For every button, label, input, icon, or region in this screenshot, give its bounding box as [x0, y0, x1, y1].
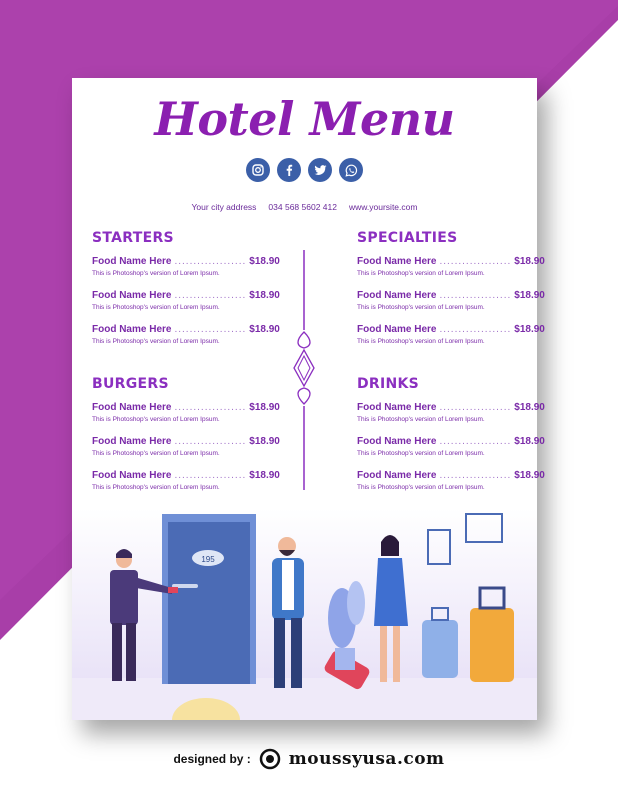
section-burgers — [92, 376, 280, 504]
menu-item — [357, 256, 545, 277]
menu-item — [92, 256, 280, 277]
food-price: $18.90 — [249, 436, 280, 447]
leader-dots: ................... — [174, 402, 247, 413]
section-title: SPECIALTIES — [357, 230, 458, 246]
leader-dots: ................... — [174, 470, 247, 481]
menu-item — [357, 436, 545, 457]
food-price: $18.90 — [249, 470, 280, 481]
food-description: This is Photoshop's version of Lorem Ipsum. — [357, 338, 485, 345]
whatsapp-icon[interactable] — [339, 158, 363, 182]
leader-dots: ................... — [174, 256, 247, 267]
section-drinks — [357, 376, 545, 504]
food-description: This is Photoshop's version of Lorem Ipsum. — [357, 484, 485, 491]
social-icons — [72, 158, 537, 182]
food-price: $18.90 — [514, 256, 545, 267]
food-price: $18.90 — [249, 402, 280, 413]
food-name: Food Name Here — [357, 290, 437, 301]
food-name: Food Name Here — [357, 470, 437, 481]
food-name: Food Name Here — [92, 324, 172, 335]
instagram-icon[interactable] — [246, 158, 270, 182]
leader-dots: ................... — [439, 256, 512, 267]
leader-dots: ................... — [174, 290, 247, 301]
menu-title: Hotel Menu — [154, 92, 455, 146]
leader-dots: ................... — [439, 324, 512, 335]
food-name: Food Name Here — [92, 402, 172, 413]
menu-item — [92, 402, 280, 423]
food-price: $18.90 — [249, 290, 280, 301]
menu-card — [72, 78, 545, 720]
contact-info — [72, 202, 537, 212]
leader-dots: ................... — [174, 436, 247, 447]
website-text: www.yoursite.com — [348, 202, 418, 212]
leader-dots: ................... — [439, 470, 512, 481]
leader-dots: ................... — [439, 402, 512, 413]
food-price: $18.90 — [514, 290, 545, 301]
food-description: This is Photoshop's version of Lorem Ipsum. — [92, 484, 220, 491]
food-name: Food Name Here — [357, 402, 437, 413]
food-description: This is Photoshop's version of Lorem Ipsum. — [92, 338, 220, 345]
menu-item — [357, 470, 545, 491]
food-description: This is Photoshop's version of Lorem Ipsum. — [357, 270, 485, 277]
credit-prefix: designed by : — [173, 752, 251, 766]
section-title: STARTERS — [92, 230, 174, 246]
menu-item — [92, 290, 280, 311]
section-title: DRINKS — [357, 376, 420, 392]
food-name: Food Name Here — [357, 436, 437, 447]
phone-text: 034 568 5602 412 — [268, 202, 337, 212]
leader-dots: ................... — [439, 290, 512, 301]
ornament-divider — [288, 250, 320, 490]
credit-site[interactable]: moussyusa.com — [288, 749, 445, 769]
menu-item — [92, 470, 280, 491]
food-description: This is Photoshop's version of Lorem Ipsum. — [92, 304, 220, 311]
menu-item — [357, 402, 545, 423]
menu-item — [92, 324, 280, 345]
food-name: Food Name Here — [92, 256, 172, 267]
food-description: This is Photoshop's version of Lorem Ipsum. — [92, 416, 220, 423]
menu-item — [92, 436, 280, 457]
facebook-icon[interactable] — [277, 158, 301, 182]
door-number: 195 — [201, 555, 215, 564]
food-description: This is Photoshop's version of Lorem Ipsum. — [92, 450, 220, 457]
food-description: This is Photoshop's version of Lorem Ipsum. — [92, 270, 220, 277]
hotel-scene-illustration — [72, 508, 537, 720]
food-name: Food Name Here — [92, 436, 172, 447]
address-text: Your city address — [191, 202, 257, 212]
menu-item — [357, 290, 545, 311]
food-price: $18.90 — [514, 470, 545, 481]
food-description: This is Photoshop's version of Lorem Ipsum. — [357, 416, 485, 423]
food-price: $18.90 — [249, 256, 280, 267]
twitter-icon[interactable] — [308, 158, 332, 182]
leader-dots: ................... — [174, 324, 247, 335]
leader-dots: ................... — [439, 436, 512, 447]
food-description: This is Photoshop's version of Lorem Ipsum. — [357, 450, 485, 457]
food-name: Food Name Here — [357, 256, 437, 267]
menu-item — [357, 324, 545, 345]
moussyusa-logo-icon — [259, 748, 281, 770]
food-price: $18.90 — [514, 402, 545, 413]
food-price: $18.90 — [514, 436, 545, 447]
food-price: $18.90 — [249, 324, 280, 335]
food-price: $18.90 — [514, 324, 545, 335]
section-starters — [92, 230, 280, 358]
food-name: Food Name Here — [357, 324, 437, 335]
food-name: Food Name Here — [92, 470, 172, 481]
food-description: This is Photoshop's version of Lorem Ipsum. — [357, 304, 485, 311]
food-name: Food Name Here — [92, 290, 172, 301]
designer-credit — [0, 748, 618, 770]
section-specialties — [357, 230, 545, 358]
section-title: BURGERS — [92, 376, 169, 392]
